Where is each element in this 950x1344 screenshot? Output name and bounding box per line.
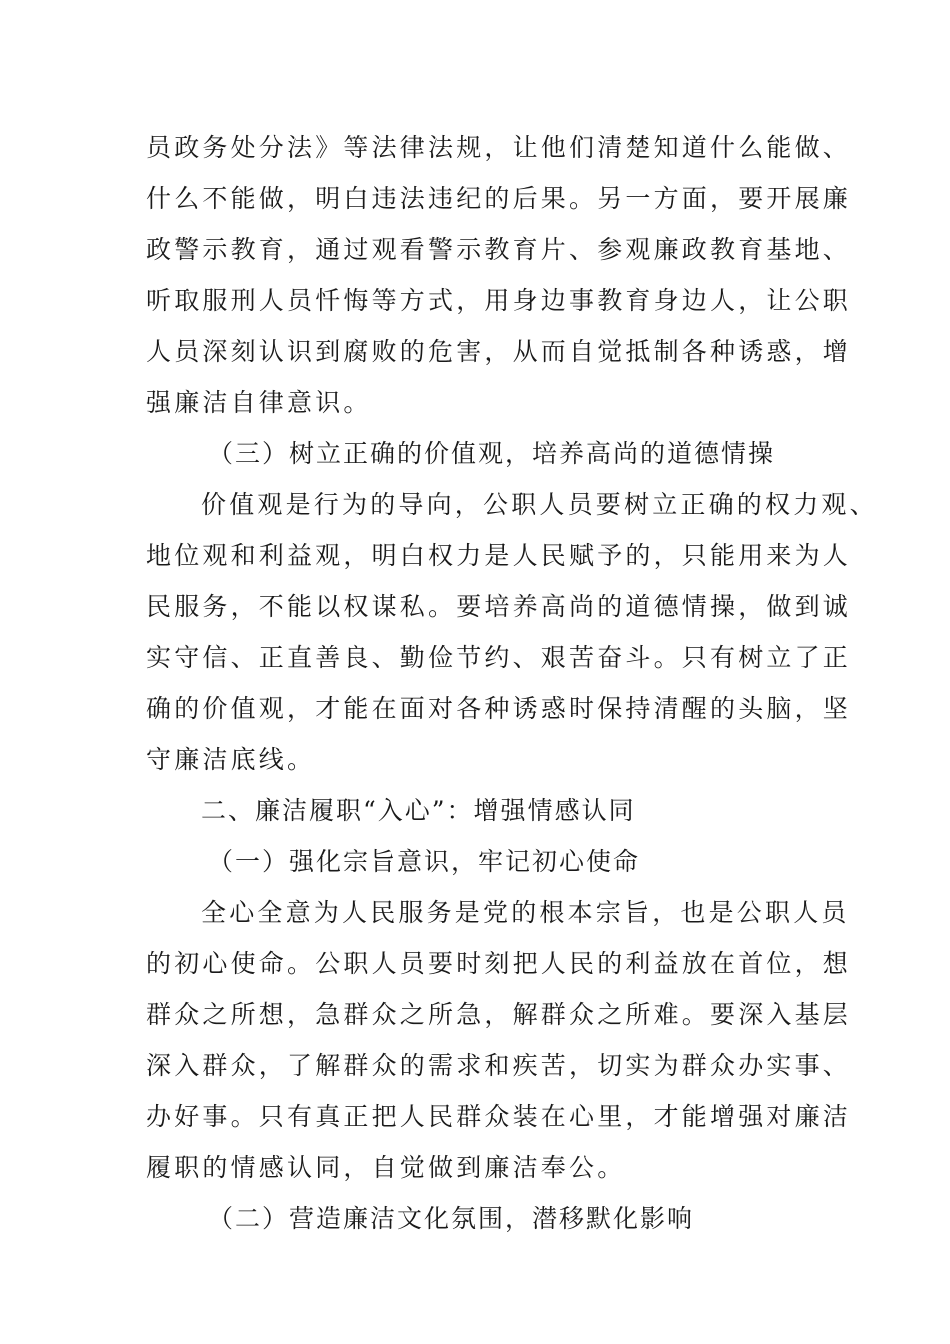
paragraph-line: 确的价值观，才能在面对各种诱惑时保持清醒的头脑，坚 [146, 694, 852, 723]
paragraph-line: 地位观和利益观，明白权力是人民赋予的，只能用来为人 [146, 541, 852, 570]
paragraph-line: 什么不能做，明白违法违纪的后果。另一方面，要开展廉 [146, 184, 852, 213]
paragraph-line: 履职的情感认同，自觉做到廉洁奉公。 [146, 1153, 626, 1182]
section-heading-2: （二）营造廉洁文化氛围，潜移默化影响 [208, 1204, 695, 1233]
paragraph-line: 全心全意为人民服务是党的根本宗旨，也是公职人员 [201, 898, 850, 927]
paragraph-line: 人员深刻认识到腐败的危害，从而自觉抵制各种诱惑，增 [146, 337, 852, 366]
section-heading-3: （三）树立正确的价值观，培养高尚的道德情操 [208, 439, 776, 468]
paragraph-line: 实守信、正直善良、勤俭节约、艰苦奋斗。只有树立了正 [146, 643, 852, 672]
paragraph-line: 深入群众，了解群众的需求和疾苦，切实为群众办实事、 [146, 1051, 852, 1080]
paragraph-line: 强廉洁自律意识。 [146, 388, 372, 417]
paragraph-line: 守廉洁底线。 [146, 745, 316, 774]
paragraph-line: 员政务处分法》等法律法规，让他们清楚知道什么能做、 [146, 133, 852, 162]
paragraph-line: 群众之所想，急群众之所急，解群众之所难。要深入基层 [146, 1000, 852, 1029]
section-heading-1: （一）强化宗旨意识，牢记初心使命 [208, 847, 641, 876]
paragraph-line: 的初心使命。公职人员要时刻把人民的利益放在首位，想 [146, 949, 852, 978]
paragraph-line: 听取服刑人员忏悔等方式，用身边事教育身边人，让公职 [146, 286, 852, 315]
chapter-heading-2: 二、廉洁履职“入心”：增强情感认同 [201, 796, 636, 825]
document-body [146, 122, 878, 1244]
paragraph-line: 政警示教育，通过观看警示教育片、参观廉政教育基地、 [146, 235, 852, 264]
paragraph-line: 民服务，不能以权谋私。要培养高尚的道德情操，做到诚 [146, 592, 852, 621]
paragraph-line: 办好事。只有真正把人民群众装在心里，才能增强对廉洁 [146, 1102, 852, 1131]
paragraph-line: 价值观是行为的导向，公职人员要树立正确的权力观、 [201, 490, 878, 519]
